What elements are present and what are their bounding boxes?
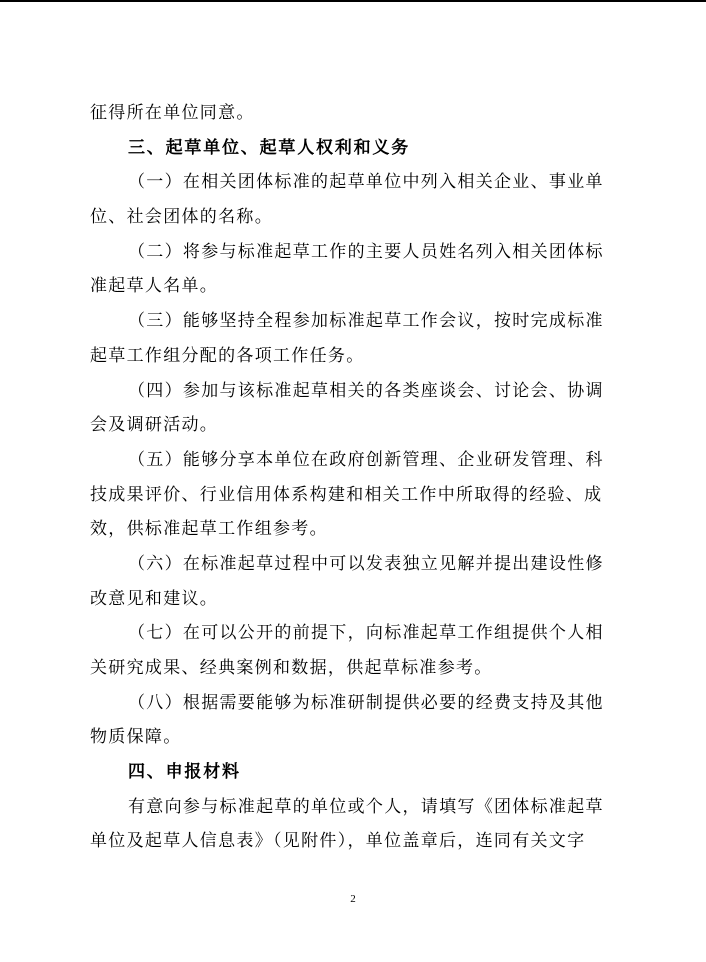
paragraph-line: 准起草人名单。 [90, 276, 219, 297]
paragraph-line: 会及调研活动。 [90, 415, 219, 436]
paragraph-line: 有意向参与标准起草的单位或个人，请填写《团体标准起草 [128, 796, 604, 817]
paragraph-line: 征得所在单位同意。 [90, 103, 255, 123]
paragraph-line: （二）将参与标准起草工作的主要人员姓名列入相关团体标 [128, 241, 604, 262]
document-body [90, 96, 618, 859]
paragraph-line: （七）在可以公开的前提下，向标准起草工作组提供个人相 [128, 623, 604, 644]
page-number: 2 [350, 893, 356, 905]
section-heading-4: 四、申报材料 [128, 762, 241, 783]
paragraph-line: 改意见和建议。 [90, 588, 219, 609]
paragraph-line: （六）在标准起草过程中可以发表独立见解并提出建设性修 [128, 553, 604, 574]
section-heading-3: 三、起草单位、起草人权利和义务 [128, 137, 410, 158]
paragraph-line: 关研究成果、经典案例和数据，供起草标准参考。 [90, 658, 493, 678]
paragraph-line: 物质保障。 [90, 727, 182, 748]
paragraph-line: （八）根据需要能够为标准研制提供必要的经费支持及其他 [128, 692, 604, 713]
paragraph-line: （一）在相关团体标准的起草单位中列入相关企业、事业单 [128, 172, 604, 193]
paragraph-line: （三）能够坚持全程参加标准起草工作会议，按时完成标准 [128, 311, 604, 332]
paragraph-line: 技成果评价、行业信用体系构建和相关工作中所取得的经验、成 [90, 484, 603, 505]
paragraph-line: 起草工作组分配的各项工作任务。 [90, 345, 365, 366]
top-rule [0, 0, 706, 2]
paragraph-line: （四）参加与该标准起草相关的各类座谈会、讨论会、协调 [128, 380, 604, 401]
paragraph-line: 单位及起草人信息表》（见附件），单位盖章后，连同有关文字 [90, 831, 586, 852]
paragraph-line: （五）能够分享本单位在政府创新管理、企业研发管理、科 [128, 449, 604, 470]
paragraph-line: 效，供标准起草工作组参考。 [90, 519, 328, 540]
paragraph-line: 位、社会团体的名称。 [90, 207, 273, 228]
